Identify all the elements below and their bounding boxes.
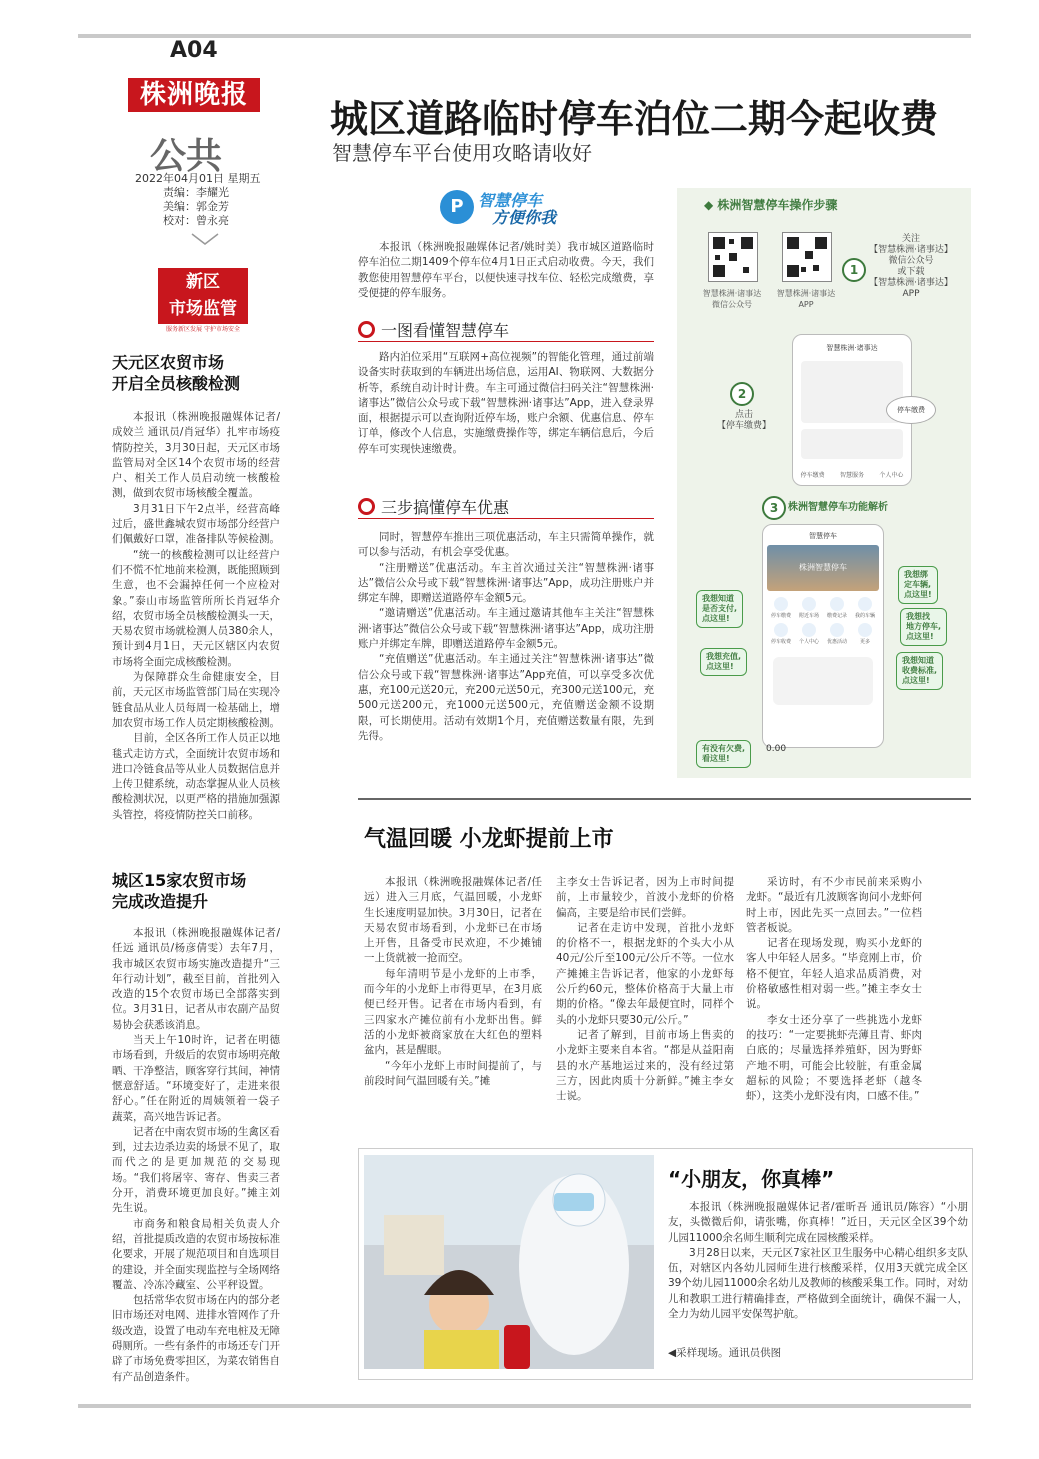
badge-line1: 新区 (158, 268, 248, 296)
article-column (364, 875, 542, 1089)
subheadline: 智慧停车平台使用攻略请收好 (332, 141, 592, 165)
paragraph: 主李女士告诉记者，因为上市时间提前，上市量较少，首波小龙虾的价格偏高，主要是给市民们尝鲜。 (556, 876, 734, 919)
paragraph: 当天上午10时许，记者在明德市场看到，升级后的农贸市场明亮敞晒、干净整洁，顾客穿行其间，神情惬意舒适。“环境变好了，走进来很舒心。”任在附近的周姨领着一袋子蔬菜，高兴地告诉记者。 (112, 1034, 280, 1123)
paragraph: “今年小龙虾上市时间提前了，与前段时间气温回暖有关。”摊 (364, 1059, 542, 1087)
qr-code-icon (708, 232, 758, 282)
paragraph: 3月31日下午2点半，经营高峰过后，盛世鑫城农贸市场部分经营户们佩戴好口罩，准备排队等候检测。 (112, 502, 280, 546)
qr-label: 微信公众号 (712, 300, 752, 309)
step-number: 2 (730, 382, 754, 406)
article-title-line1: 城区15家农贸市场 (112, 871, 247, 890)
paragraph: 本报讯（株洲晚报融媒体记者/任远）进入三月底，气温回暖，小龙虾生长速度明显加快。3月30日，记者在天易农贸市场看到，小龙虾已在市场上开售，且备受市民欢迎，不少摊铺一上货就被一抢而空。 (364, 876, 542, 965)
photo-caption: ◀采样现场。通讯员供图 (668, 1347, 782, 1359)
page-number: A04 (170, 38, 218, 63)
paragraph: 为保障群众生命健康安全，目前，天元区市场监管部门局在实现冷链食品从业人员每周一检基础上，增加农贸市场工作人员定期核酸检测。 (112, 671, 280, 729)
article-title (112, 352, 240, 394)
bottom-rule (78, 1404, 971, 1408)
article-body (668, 1200, 968, 1322)
logo-line2: 方便你我 (492, 208, 557, 227)
editor: 责编：李耀光 (163, 186, 229, 199)
article-body (112, 410, 280, 823)
headline: 城区道路临时停车泊位二期今起收费 (330, 97, 939, 141)
parking-icon: P (440, 190, 474, 224)
paragraph: “统一的核酸检测可以让经营户们不慌不忙地前来检测，既能照顾到生意，也不会漏掉任何一个应检对象。”泰山市场监管所所长肖冠华介绍，农贸市场全员核酸检测头一天，天易农贸市场就检测人员380余人，预计到4月1日，天元区辖区内农贸市场将全面完成核酸检测。 (112, 548, 280, 668)
paragraph: 记者在现场发现，购买小龙虾的客人中年轻人居多。“毕竟刚上市，价格不便宜，年轻人追求品质消费，对价格敏感性相对弱一些。”摊主李女士说。 (746, 937, 922, 1011)
phone-mockup: 智慧株洲·诸事达 停车缴费 智慧服务 个人中心 (792, 334, 912, 486)
article-title (112, 870, 246, 912)
paragraph: 包括常华农贸市场在内的部分老旧市场还对电网、进排水管网作了升级改造，设置了电动车充电桩及无障碍厕所。一些有条件的市场还专门开辟了市场免费零担区，为菜农销售自有产品创造条件。 (112, 1294, 280, 1383)
paragraph: 李女士还分享了一些挑选小龙虾的技巧：“一定要挑虾壳薄且青、虾肉白底的；尽量选择养殖虾，因为野虾产地不明，可能会比较脏，有重金属超标的风险；不要选择老虾（越冬虾），这类小龙虾没有肉，口感不佳。” (746, 1013, 922, 1103)
step1-text: 关注 【智慧株洲·诸事达】 微信公众号 或下载 【智慧株洲·诸事达】 APP (869, 234, 953, 299)
paragraph: 3月28日以来，天元区7家社区卫生服务中心精心组织多支队伍，对辖区内各幼儿园师生进行核酸采样，仅用3天就完成全区39个幼儿园11000余名幼儿及教师的核酸采集工作。同时，对幼儿和教职工进行精确排查，严格做到全面统计，确保不漏一人，全力为幼儿园平安保驾护航。 (668, 1246, 968, 1321)
chevron-down-icon (190, 232, 220, 246)
circle-icon (358, 321, 375, 338)
paragraph: 每年清明节是小龙虾的上市季，而今年的小龙虾上市得更早，在3月底便已经开售。记者在市场内看到，有三四家水产摊位前有小龙虾出售。鲜活的小龙虾被商家放在大红色的塑料盆内，甚是醒眼。 (364, 967, 542, 1057)
paragraph: 采访时，有不少市民前来采购小龙虾。“最近有几波顾客询问小龙虾何时上市，因此先买一点回去。”一位档管者板说。 (746, 876, 922, 934)
photo-illustration (364, 1155, 654, 1369)
paragraph: “邀请赠送”优惠活动。车主通过邀请其他车主关注“智慧株洲·诸事达”微信公众号或下载“智慧株洲·诸事达”App，成功注册账户并绑定车牌，即赠送道路停车金额5元。 (358, 607, 654, 651)
balance-amount: 0.00 (766, 744, 787, 754)
circle-icon (358, 498, 375, 515)
qr-label: 智慧株洲·诸事达 (702, 289, 762, 298)
market-supervision-badge (158, 268, 248, 332)
designer: 美编：郭金芳 (163, 200, 229, 213)
callout-bubble: 我想绑 定车辆, 点这里! (898, 566, 938, 604)
callout-bubble: 我想找 地方停车, 点这里! (900, 608, 947, 646)
paragraph: 本报讯（株洲晚报融媒体记者/姚时美）我市城区道路临时停车泊位二期1409个停车位4月1日正式启动收费。今天，我们教您使用智慧停车平台，以便快速寻找车位、轻松完成缴费，享受便捷的停车服务。 (358, 241, 654, 299)
pay-button-callout: 停车缴费 (886, 396, 936, 424)
section-title: 公共 (150, 135, 223, 177)
article-title-line1: 天元区农贸市场 (112, 353, 225, 372)
article-title-line2: 完成改造提升 (112, 892, 209, 911)
badge-line2: 市场监管 (158, 296, 248, 324)
smart-parking-logo (440, 190, 580, 230)
section-heading: 三步搞懂停车优惠 (358, 495, 509, 518)
section-body (358, 350, 654, 457)
section-body (358, 530, 654, 744)
paragraph: 目前，全区各所工作人员正以地毯式走访方式，全面统计农贸市场和进口冷链食品等从业人员数据信息并上传卫健系统，动态掌握从业人员核酸检测状况，以更严格的措施加强源头管控，将疫情防控关口前移。 (112, 732, 280, 821)
callout-bubble: 我想充值, 点这里! (700, 648, 747, 676)
paragraph: 本报讯（株洲晚报融媒体记者/霍昕吾 通讯员/陈容）“小朋友，头微微后仰，请张嘴，你真棒！”近日，天元区全区39个幼儿园11000余名师生顺利完成在园核酸采样。 (668, 1201, 968, 1244)
qr-code-icon (782, 232, 832, 282)
callout-bubble: 我想知道 是否支付, 点这里! (696, 590, 743, 628)
paragraph: 记者在走访中发现，首批小龙虾的价格不一，根据龙虾的个头大小从40元/公斤至100元/公斤不等。一位水产摊摊主告诉记者，他家的小龙虾每公斤约60元，整体价格高于大量上市期的价格。“像去年最便宜时，同样个头的小龙虾只要30元/公斤。” (556, 921, 734, 1026)
step-number: 1 (842, 258, 866, 282)
step3-text: 株洲智慧停车功能解析 (788, 502, 888, 513)
article-column (556, 875, 734, 1104)
badge-line3: 服务新区发展 守护市场安全 (166, 326, 240, 333)
paragraph: 记者了解到，目前市场上售卖的小龙虾主要来自本省。“都是从益阳南县的水产基地运过来的，没有经过第三方，因此肉质十分新鲜。”摊主李女士说。 (556, 1028, 734, 1103)
paragraph: 记者在中南农贸市场的生禽区看到，过去边杀边卖的场景不见了，取而代之的是更加规范的交易现场。“我们将屠宰、寄存、售卖三者分开，消费环境更加良好。”摊主刘先生说。 (112, 1125, 280, 1215)
qr-label: APP (798, 300, 814, 309)
issue-date: 2022年04月01日 星期五 (135, 172, 261, 185)
paragraph: “注册赠送”优惠活动。车主首次通过关注“智慧株洲·诸事达”微信公众号或下载“智慧株洲·诸事达”App，成功注册账户并绑定车牌，即赠送道路停车金额5元。 (358, 561, 654, 605)
paragraph: 市商务和粮食局相关负责人介绍，首批提质改造的农贸市场按标准化要求，开展了规范项目和自选项目的建设，并全面实现监控与全场网络覆盖、冷冻冷藏室、公平秤设置。 (112, 1217, 280, 1291)
proofreader: 校对：曾永亮 (163, 214, 229, 227)
paragraph: 本报讯（株洲晚报融媒体记者/任远 通讯员/杨彦倩雯）去年7月，我市城区农贸市场实施改造提升“三年行动计划”，截至目前，首批列入改造的15个农贸市场已全部落实到位。3月31日，记者从市农副产品贸易协会获悉该消息。 (112, 927, 280, 1031)
step2-text: 点击 【停车缴费】 (716, 410, 771, 431)
newspaper-logo: 株洲晚报 (128, 78, 260, 112)
article-title-line2: 开启全员核酸检测 (112, 374, 241, 393)
callout-bubble: 我想知道 收费标准, 点这里! (896, 652, 943, 690)
article-column (746, 875, 922, 1104)
section-heading: 一图看懂智慧停车 (358, 318, 509, 341)
section-rule (358, 518, 654, 519)
step-number: 3 (762, 496, 786, 520)
section-rule (358, 341, 654, 342)
paragraph: 路内泊位采用“互联网+高位视频”的智能化管理，通过前端设备实时获取到的车辆进出场信息，运用AI、物联网、大数据分析等，系统自动计时计费。车主可通过微信扫码关注“智慧株洲·诸事达”微信公众号或下载“智慧株洲·诸事达”App，进入登录界面，根据提示可以查询附近停车场，账户余额、优惠信息、停车订单，修改个人信息，实施缴费操作等，绑定车辆信息后，今后停车可实现快速缴费。 (358, 351, 654, 455)
paragraph: 同时，智慧停车推出三项优惠活动，车主只需简单操作，就可以参与活动，有机会享受优惠。 (358, 531, 654, 559)
phone-mockup: 智慧停车 株洲智慧停车 停车缴费 附近车场 缴费记录 我的车辆 停车收费 个人中心 优惠活动 更多 (762, 524, 884, 748)
news-photo (364, 1155, 654, 1369)
article-title: “小朋友，你真棒” (668, 1167, 835, 1191)
qr-label: 智慧株洲·诸事达 (776, 289, 836, 298)
article-body (112, 926, 280, 1385)
issue-meta (135, 172, 261, 228)
main-article-intro (358, 240, 654, 301)
section-divider (358, 798, 971, 800)
infographic-title: ◆ 株洲智慧停车操作步骤 (704, 198, 838, 212)
logo-line1: 智慧停车 (478, 191, 543, 210)
callout-bubble: 有没有欠费, 看这里! (696, 740, 751, 768)
paragraph: “充值赠送”优惠活动。车主通过关注“智慧株洲·诸事达”微信公众号或下载“智慧株洲·诸事达”App充值，可以享受多次优惠，充100元送20元，充200元送50元，充300元送100元，充500元送200元，充1000元送500元，充值赠送金额不设期限，可长期使用。活动有效期1个月，充值赠送数量有限，先到先得。 (358, 653, 654, 742)
article-title: 气温回暖 小龙虾提前上市 (364, 827, 614, 852)
paragraph: 本报讯（株洲晚报融媒体记者/成姣兰 通讯员/肖冠华）扎牢市场疫情防控关，3月30日起，天元区市场监管局对全区14个农贸市场的经营户、相关工作人员启动统一核酸检测，做到农贸市场核酸全覆盖。 (112, 411, 280, 500)
